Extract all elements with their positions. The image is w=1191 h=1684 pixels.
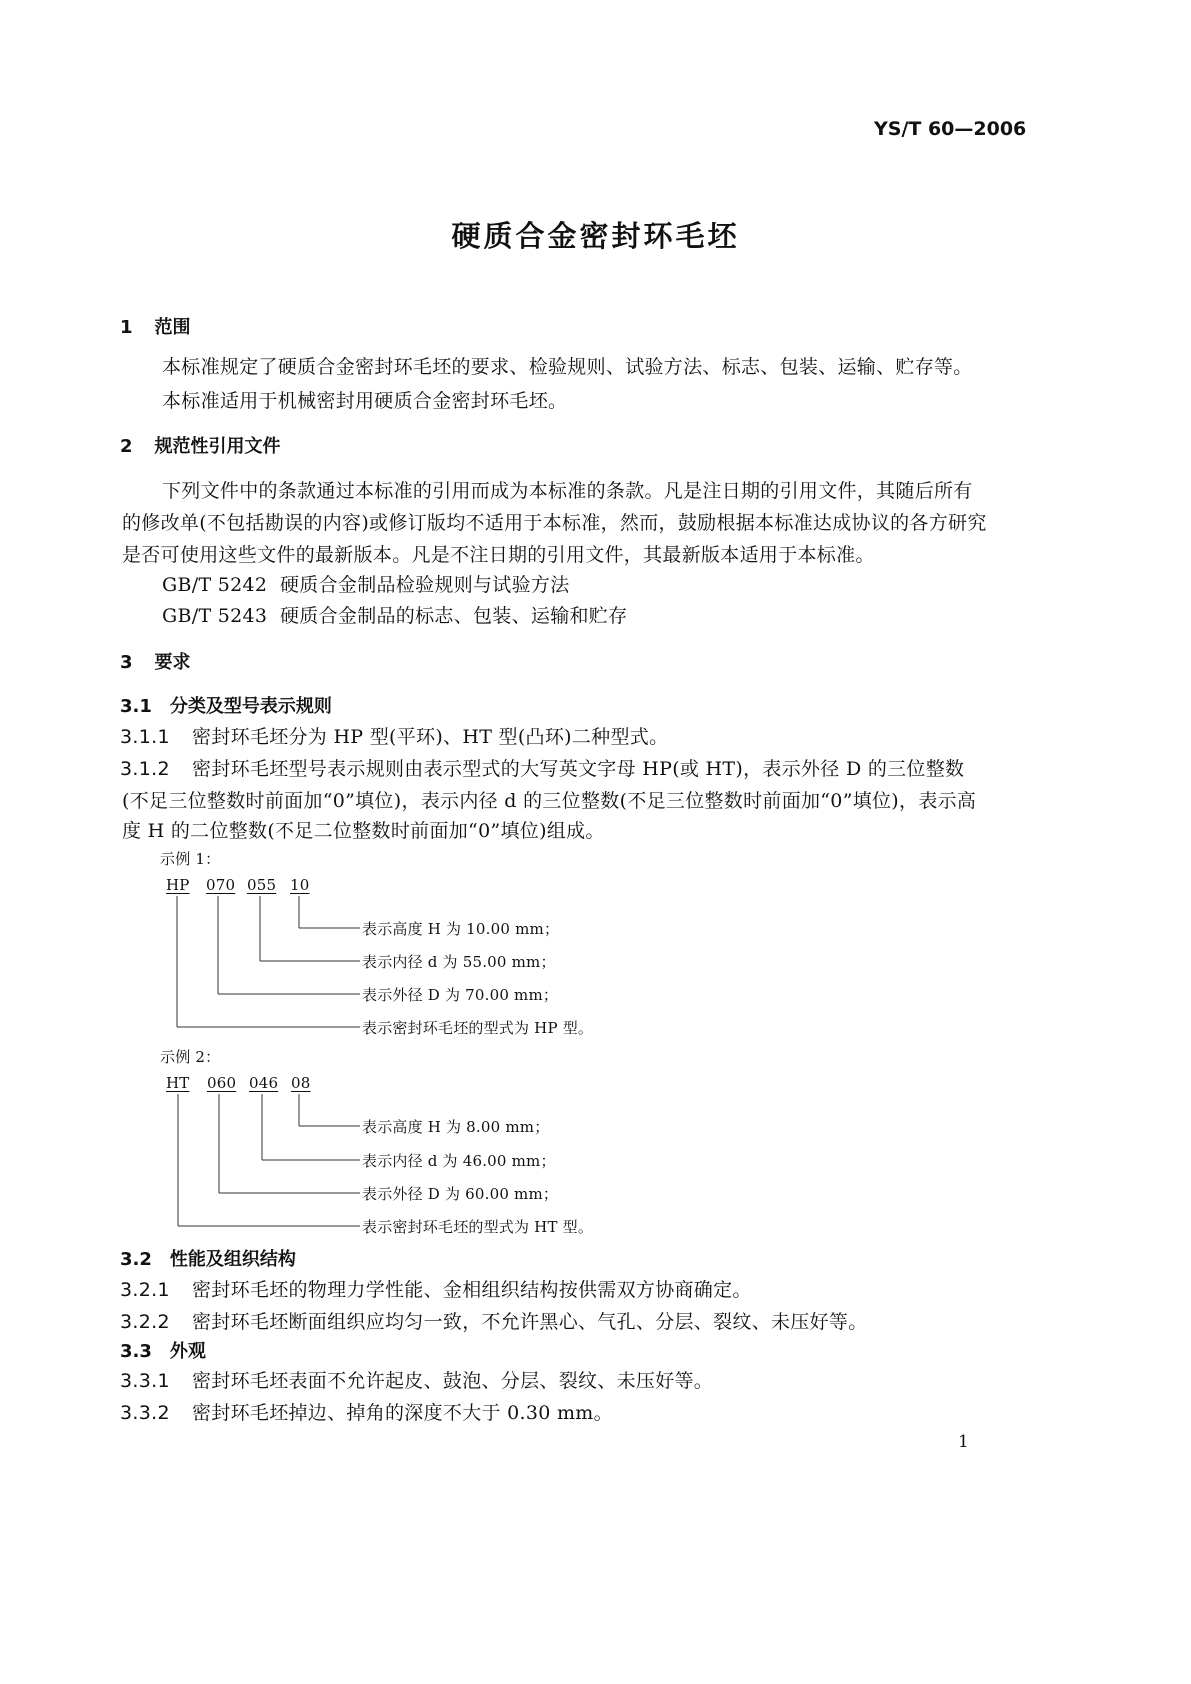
example-2-code-height: 08 bbox=[291, 1074, 311, 1092]
example-2-label: 示例 2： bbox=[160, 1048, 221, 1066]
example-2-note-type: 表示密封环毛坯的型式为 HT 型。 bbox=[362, 1218, 594, 1236]
reference-title: 硬质合金制品检验规则与试验方法 bbox=[280, 574, 570, 596]
section-title: 性能及组织结构 bbox=[169, 1249, 296, 1270]
example-1-note-inner: 表示内径 d 为 55.00 mm； bbox=[362, 953, 556, 971]
clause-3-3-2 bbox=[120, 1398, 613, 1425]
section-title: 范围 bbox=[154, 317, 191, 338]
subsection-3-2-heading bbox=[120, 1245, 296, 1271]
section-number: 1 bbox=[120, 317, 133, 338]
example-1-note-height: 表示高度 H 为 10.00 mm； bbox=[362, 920, 560, 938]
page-number: 1 bbox=[958, 1432, 969, 1452]
section-number: 3.3 bbox=[120, 1341, 152, 1362]
clause-text: 密封环毛坯断面组织应均匀一致，不允许黑心、气孔、分层、裂纹、未压好等。 bbox=[192, 1311, 868, 1333]
example-2-note-inner: 表示内径 d 为 46.00 mm； bbox=[362, 1152, 556, 1170]
example-1-code-height: 10 bbox=[290, 876, 310, 894]
document-title: 硬质合金密封环毛坯 bbox=[451, 219, 740, 253]
paragraph-line: (不足三位整数时前面加“0”填位)，表示内径 d 的三位整数(不足三位整数时前面加“0”填位)，表示高 bbox=[122, 790, 977, 812]
clause-number: 3.3.1 bbox=[120, 1370, 170, 1392]
subsection-3-3-heading bbox=[120, 1337, 206, 1363]
example-2-note-outer: 表示外径 D 为 60.00 mm； bbox=[362, 1185, 559, 1203]
clause-text: 密封环毛坯表面不允许起皮、鼓泡、分层、裂纹、未压好等。 bbox=[192, 1370, 714, 1392]
example-2-code-inner: 046 bbox=[249, 1074, 279, 1092]
clause-text: 密封环毛坯掉边、掉角的深度不大于 0.30 mm。 bbox=[192, 1402, 613, 1424]
paragraph-line: 下列文件中的条款通过本标准的引用而成为本标准的条款。凡是注日期的引用文件，其随后所有 bbox=[162, 480, 973, 502]
clause-number: 3.3.2 bbox=[120, 1402, 170, 1424]
clause-3-2-2 bbox=[120, 1307, 868, 1334]
clause-number: 3.2.2 bbox=[120, 1311, 170, 1333]
standard-number: YS/T 60—2006 bbox=[874, 118, 1027, 140]
section-title: 规范性引用文件 bbox=[154, 436, 281, 457]
paragraph-line: 是否可使用这些文件的最新版本。凡是不注日期的引用文件，其最新版本适用于本标准。 bbox=[122, 544, 875, 566]
section-number: 2 bbox=[120, 436, 133, 457]
clause-text: 密封环毛坯型号表示规则由表示型式的大写英文字母 HP(或 HT)，表示外径 D 的三位整数 bbox=[192, 758, 965, 780]
section-number: 3 bbox=[120, 652, 133, 673]
section-title: 要求 bbox=[154, 652, 191, 673]
reference-title: 硬质合金制品的标志、包装、运输和贮存 bbox=[280, 605, 628, 627]
example-1-code-inner: 055 bbox=[247, 876, 277, 894]
example-1-code-type: HP bbox=[166, 876, 190, 894]
example-2-code-type: HT bbox=[166, 1074, 190, 1092]
paragraph: 本标准适用于机械密封用硬质合金密封环毛坯。 bbox=[162, 390, 568, 412]
example-2-note-height: 表示高度 H 为 8.00 mm； bbox=[362, 1118, 550, 1136]
section-title: 外观 bbox=[169, 1341, 206, 1362]
clause-number: 3.1.1 bbox=[120, 726, 170, 748]
paragraph-line: 的修改单(不包括勘误的内容)或修订版均不适用于本标准，然而，鼓励根据本标准达成协议的各方研究 bbox=[122, 512, 987, 534]
reference-code: GB/T 5243 bbox=[162, 605, 268, 627]
paragraph-line: 度 H 的二位整数(不足二位整数时前面加“0”填位)组成。 bbox=[122, 820, 605, 842]
section-number: 3.2 bbox=[120, 1249, 152, 1270]
example-1-note-outer: 表示外径 D 为 70.00 mm； bbox=[362, 986, 559, 1004]
example-1-note-type: 表示密封环毛坯的型式为 HP 型。 bbox=[362, 1019, 594, 1037]
example-2-code-outer: 060 bbox=[207, 1074, 237, 1092]
example-1-label: 示例 1： bbox=[160, 850, 221, 868]
clause-text: 密封环毛坯分为 HP 型(平环)、HT 型(凸环)二种型式。 bbox=[192, 726, 669, 748]
section-number: 3.1 bbox=[120, 696, 152, 717]
reference-code: GB/T 5242 bbox=[162, 574, 268, 596]
clause-text: 密封环毛坯的物理力学性能、金相组织结构按供需双方协商确定。 bbox=[192, 1279, 752, 1301]
clause-number: 3.1.2 bbox=[120, 758, 170, 780]
example-1-code-outer: 070 bbox=[206, 876, 236, 894]
clause-3-3-1 bbox=[120, 1366, 713, 1393]
clause-3-2-1 bbox=[120, 1275, 752, 1302]
clause-number: 3.2.1 bbox=[120, 1279, 170, 1301]
section-title: 分类及型号表示规则 bbox=[169, 696, 332, 717]
paragraph: 本标准规定了硬质合金密封环毛坯的要求、检验规则、试验方法、标志、包装、运输、贮存等。 bbox=[162, 356, 973, 378]
